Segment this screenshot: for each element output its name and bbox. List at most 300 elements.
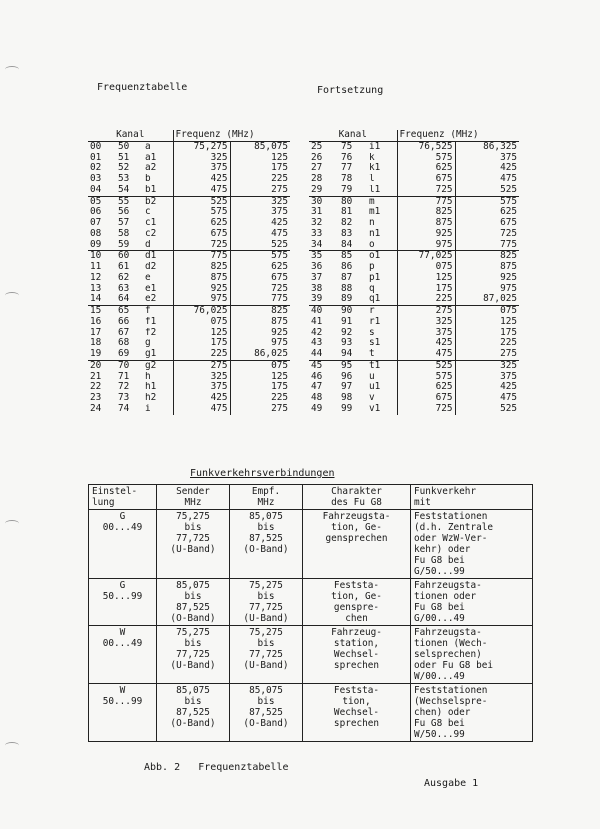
frequenz-u-cell: 675 [397,393,455,404]
frequenz-u-cell: 075 [397,262,455,273]
table-row [88,251,290,262]
kanal-code-cell: l [367,174,397,185]
kanal-a-cell: 31 [311,207,323,218]
frequenz-u-cell: 675 [397,174,455,185]
table-row [309,360,519,371]
frequenz-u-cell: 925 [397,229,455,240]
kanal-a-cell: 21 [90,371,102,382]
kanal-code-cell: e [143,273,173,284]
frequenz-o-cell: 475 [271,228,289,239]
frequenz-o-cell: 175 [271,163,289,174]
empfaenger-cell: 75,275 bis 77,725 (U-Band) [230,579,303,626]
table-row [309,273,519,284]
kanal-b-cell: 64 [116,294,143,305]
table-row [88,284,290,295]
kanal-code-cell: r1 [367,317,397,328]
frequenz-header: Frequenz (MHz) [397,130,519,141]
kanal-a-cell: 40 [311,305,323,317]
frequenz-u-cell: 77,025 [397,251,455,262]
frequency-table-left [88,130,290,415]
kanal-a-cell: 47 [311,382,323,393]
kanal-b-cell: 73 [118,393,130,404]
frequenz-o-cell: 075 [271,360,289,371]
funkverkehr-header-row [89,485,533,510]
kanal-b-cell: 75 [341,141,353,152]
header-funkverkehr: Funkverkehr mit [411,485,533,510]
frequenz-o-cell: 825 [500,250,518,262]
kanal-a-cell: 14 [88,294,116,305]
frequenz-o-cell: 275 [455,349,519,360]
table-row [89,579,533,626]
frequenz-o-cell: 425 [271,218,289,229]
frequenz-o-cell: 725 [500,228,518,239]
kanal-b-cell: 52 [118,163,130,174]
kanal-code-cell: t1 [367,360,397,371]
table-row [309,284,519,295]
kanal-code-cell: e1 [143,284,173,295]
kanal-a-cell: 00 [90,141,102,152]
frequenz-u-cell: 175 [397,284,455,295]
table-row [88,218,290,229]
kanal-a-cell: 04 [88,185,116,196]
frequenz-u-cell: 725 [173,240,230,251]
frequenz-o-cell: 575 [500,196,518,207]
kanal-b-cell: 56 [118,207,130,218]
kanal-code-cell: f [143,306,173,317]
header-empf: Empf. MHz [230,485,303,510]
frequenz-o-cell: 825 [271,305,289,317]
frequenz-u-cell: 825 [397,207,455,218]
einstellung-cell: G 00...49 [89,510,157,579]
kanal-code-cell: i1 [367,141,397,152]
sender-cell: 85,075 bis 87,525 (O-Band) [157,579,230,626]
table-row [309,306,519,317]
table-row [88,338,290,349]
table-row [88,349,290,360]
charakter-cell: Fahrzeug- station, Wechsel- sprechen [303,626,411,684]
frequenz-o-cell: 675 [500,218,518,229]
kanal-code-cell: l1 [367,185,397,196]
kanal-a-cell: 08 [90,228,102,239]
kanal-a-cell: 15 [90,305,102,317]
frequenz-o-cell: 325 [271,196,289,207]
table-row [309,229,519,240]
table-row [309,207,519,218]
table-row [309,262,519,273]
kanal-b-cell: 86 [341,262,353,273]
header-charakter: Charakter des Fu G8 [303,485,411,510]
frequenz-o-cell: 525 [230,240,290,251]
kanal-a-cell: 13 [90,283,102,294]
kanal-b-cell: 71 [118,371,130,382]
frequenz-o-cell: 375 [500,371,518,382]
kanal-code-cell: a1 [143,153,173,164]
empfaenger-cell: 85,075 bis 87,525 (O-Band) [230,684,303,742]
frequenz-o-cell: 425 [500,382,518,393]
frequenz-u-cell: 475 [397,349,455,360]
kanal-b-cell: 50 [118,141,130,152]
kanal-code-cell: s [367,328,397,339]
frequenz-u-cell: 625 [397,163,455,174]
kanal-code-cell: a2 [143,163,173,174]
frequenz-u-cell: 875 [397,218,455,229]
punch-hole-mark [5,742,19,749]
table-row [88,174,290,185]
kanal-code-cell: b [143,174,173,185]
kanal-code-cell: t [367,349,397,360]
kanal-code-cell: d1 [143,251,173,262]
kanal-a-cell: 05 [90,196,102,207]
kanal-b-cell: 87 [341,272,353,283]
frequenz-u-cell: 575 [397,153,455,164]
kanal-b-cell: 76 [341,152,353,163]
kanal-code-cell: k [367,153,397,164]
frequenz-o-cell: 525 [500,403,518,414]
empfaenger-cell: 85,075 bis 87,525 (O-Band) [230,510,303,579]
title-frequenztabelle: Frequenztabelle [97,82,188,93]
kanal-b-cell: 83 [341,228,353,239]
frequenz-u-cell: 76,025 [173,306,230,317]
kanal-code-cell: m1 [367,207,397,218]
frequenz-u-cell: 76,525 [397,141,455,152]
kanal-b-cell: 79 [339,185,367,196]
caption-abb: Abb. 2 [144,762,181,773]
frequenz-o-cell: 475 [500,174,518,185]
kanal-b-cell: 82 [341,218,353,229]
frequenz-u-cell: 725 [397,404,455,415]
frequenz-o-cell: 075 [500,305,518,317]
kanal-header: Kanal [88,130,173,141]
table-row [88,229,290,240]
frequenz-o-cell: 87,025 [455,294,519,305]
kanal-a-cell: 19 [88,349,116,360]
table-row [309,163,519,174]
table-row [309,174,519,185]
kanal-b-cell: 90 [341,305,353,317]
frequenz-o-cell: 125 [500,316,518,327]
kanal-a-cell: 24 [90,403,102,414]
kanal-a-cell: 03 [90,174,102,185]
kanal-a-cell: 38 [311,283,323,294]
frequenz-u-cell: 575 [173,207,230,218]
kanal-b-cell: 62 [118,272,130,283]
frequenz-u-cell: 425 [173,174,230,185]
frequenz-o-cell: 675 [271,272,289,283]
frequenz-u-cell: 475 [173,185,230,196]
frequenz-u-cell: 425 [173,393,230,404]
table-row [309,393,519,404]
kanal-a-cell: 11 [90,262,102,273]
kanal-code-cell: g [143,338,173,349]
kanal-code-cell: u [367,372,397,383]
kanal-code-cell: o1 [367,251,397,262]
kanal-code-cell: q1 [367,294,397,305]
frequenz-u-cell: 725 [397,185,455,196]
frequenz-u-cell: 525 [397,360,455,371]
kanal-b-cell: 70 [118,360,130,371]
funkverkehr-table [88,484,533,742]
punch-hole-mark [5,66,19,73]
frequenz-o-cell: 625 [500,207,518,218]
kanal-a-cell: 34 [309,240,339,251]
table-row [88,262,290,273]
kanal-a-cell: 16 [90,316,102,327]
frequenz-o-cell: 575 [271,250,289,262]
kanal-b-cell: 95 [341,360,353,371]
frequency-table-right [309,130,519,415]
frequenz-o-cell: 625 [271,262,289,273]
kanal-b-cell: 94 [339,349,367,360]
kanal-b-cell: 72 [118,382,130,393]
frequenz-u-cell: 625 [173,218,230,229]
frequenz-u-cell: 675 [173,229,230,240]
frequenz-u-cell: 375 [173,163,230,174]
kanal-b-cell: 91 [341,316,353,327]
frequenz-o-cell: 86,325 [483,141,518,152]
frequenz-o-cell: 925 [500,272,518,283]
kanal-b-cell: 96 [341,371,353,382]
kanal-a-cell: 33 [311,228,323,239]
kanal-code-cell: s1 [367,338,397,349]
frequenz-o-cell: 775 [230,294,290,305]
table-row [309,317,519,328]
kanal-code-cell: a [143,141,173,152]
frequenz-u-cell: 75,275 [173,141,230,152]
frequenz-u-cell: 975 [397,240,455,251]
kanal-a-cell: 17 [90,327,102,338]
frequenz-u-cell: 875 [173,273,230,284]
table-row [88,294,290,305]
frequenz-u-cell: 625 [397,382,455,393]
frequenz-u-cell: 225 [397,294,455,305]
kanal-a-cell: 01 [90,152,102,163]
kanal-code-cell: g2 [143,360,173,371]
frequenz-o-cell: 475 [500,393,518,404]
kanal-code-cell: h2 [143,393,173,404]
table-row [309,338,519,349]
kanal-code-cell: n [367,218,397,229]
table-row [89,510,533,579]
frequenz-u-cell: 925 [173,284,230,295]
kanal-a-cell: 10 [90,250,102,262]
kanal-a-cell: 23 [90,393,102,404]
table-row [88,404,290,415]
kanal-a-cell: 42 [311,327,323,338]
kanal-b-cell: 69 [116,349,143,360]
frequenz-o-cell: 275 [271,403,289,414]
frequenz-u-cell: 125 [173,328,230,339]
kanal-a-cell: 37 [311,272,323,283]
kanal-b-cell: 77 [341,163,353,174]
kanal-a-cell: 35 [311,250,323,262]
frequenz-u-cell: 475 [173,404,230,415]
table-row [88,328,290,339]
frequenz-o-cell: 875 [271,316,289,327]
frequenz-u-cell: 775 [173,251,230,262]
kanal-b-cell: 99 [341,403,353,414]
frequenz-u-cell: 375 [173,382,230,393]
kanal-b-cell: 98 [341,393,353,404]
frequenz-u-cell: 825 [173,262,230,273]
kanal-code-cell: h [143,372,173,383]
kanal-b-cell: 89 [339,294,367,305]
kanal-b-cell: 92 [341,327,353,338]
funkverkehr-cell: Feststationen (Wechselspre- chen) oder Fu G8 bei W/50...99 [411,684,533,742]
table-row [309,141,519,152]
frequenz-o-cell: 175 [271,382,289,393]
kanal-a-cell: 12 [90,272,102,283]
table-row [309,251,519,262]
table-row [88,153,290,164]
frequenz-u-cell: 975 [173,294,230,305]
frequenz-o-cell: 975 [500,283,518,294]
caption-text: Frequenztabelle [198,762,289,773]
table-row [88,306,290,317]
kanal-a-cell: 39 [309,294,339,305]
kanal-b-cell: 97 [341,382,353,393]
table-row [88,240,290,251]
kanal-b-cell: 80 [341,196,353,207]
kanal-code-cell: h1 [143,382,173,393]
kanal-code-cell: d2 [143,262,173,273]
frequenz-o-cell: 125 [271,371,289,382]
kanal-b-cell: 78 [341,174,353,185]
table-row [88,317,290,328]
frequenz-o-cell: 375 [271,207,289,218]
frequenz-u-cell: 275 [173,360,230,371]
punch-hole-mark [5,292,19,299]
frequenz-header: Frequenz (MHz) [173,130,290,141]
kanal-a-cell: 27 [311,163,323,174]
kanal-code-cell: i [143,404,173,415]
frequenz-o-cell: 425 [500,163,518,174]
kanal-a-cell: 49 [311,403,323,414]
kanal-b-cell: 54 [116,185,143,196]
table-row [88,372,290,383]
kanal-b-cell: 68 [118,338,130,349]
kanal-code-cell: p1 [367,273,397,284]
kanal-a-cell: 06 [90,207,102,218]
sender-cell: 85,075 bis 87,525 (O-Band) [157,684,230,742]
frequenz-u-cell: 125 [397,273,455,284]
kanal-b-cell: 63 [118,283,130,294]
frequenz-o-cell: 225 [500,338,518,349]
table-row [88,360,290,371]
frequenz-o-cell: 925 [271,327,289,338]
kanal-a-cell: 43 [311,338,323,349]
frequenz-u-cell: 375 [397,328,455,339]
charakter-cell: Feststa- tion, Wechsel- sprechen [303,684,411,742]
kanal-b-cell: 74 [118,403,130,414]
frequenz-u-cell: 275 [397,306,455,317]
kanal-code-cell: c2 [143,229,173,240]
einstellung-cell: G 50...99 [89,579,157,626]
kanal-code-cell: o [367,240,397,251]
frequenz-o-cell: 325 [500,360,518,371]
frequenz-u-cell: 175 [173,338,230,349]
table-row [88,141,290,152]
kanal-b-cell: 84 [339,240,367,251]
frequenz-o-cell: 875 [500,262,518,273]
funkverkehr-cell: Feststationen (d.h. Zentrale oder WzW-Ver- kehr) oder Fu G8 bei G/50...99 [411,510,533,579]
kanal-a-cell: 44 [309,349,339,360]
kanal-a-cell: 20 [90,360,102,371]
kanal-b-cell: 85 [341,250,353,262]
kanal-b-cell: 51 [118,152,130,163]
kanal-a-cell: 45 [311,360,323,371]
frequenz-u-cell: 325 [173,372,230,383]
kanal-code-cell: e2 [143,294,173,305]
einstellung-cell: W 50...99 [89,684,157,742]
kanal-a-cell: 02 [90,163,102,174]
kanal-b-cell: 66 [118,316,130,327]
kanal-a-cell: 32 [311,218,323,229]
table-row [309,372,519,383]
ausgabe-label: Ausgabe 1 [424,778,479,789]
kanal-b-cell: 55 [118,196,130,207]
kanal-code-cell: c [143,207,173,218]
kanal-a-cell: 48 [311,393,323,404]
kanal-code-cell: r [367,306,397,317]
table-row [309,382,519,393]
frequenz-o-cell: 725 [271,283,289,294]
kanal-code-cell: g1 [143,349,173,360]
kanal-code-cell: p [367,262,397,273]
kanal-b-cell: 93 [341,338,353,349]
frequenz-o-cell: 775 [455,240,519,251]
kanal-a-cell: 22 [90,382,102,393]
kanal-code-cell: f2 [143,328,173,339]
kanal-b-cell: 67 [118,327,130,338]
frequenz-u-cell: 525 [173,196,230,207]
kanal-b-cell: 57 [118,218,130,229]
frequenz-u-cell: 775 [397,196,455,207]
kanal-b-cell: 59 [116,240,143,251]
kanal-a-cell: 18 [90,338,102,349]
frequenz-o-cell: 975 [271,338,289,349]
table-row [309,185,519,196]
punch-hole-mark [5,520,19,527]
frequenz-u-cell: 575 [397,372,455,383]
kanal-code-cell: d [143,240,173,251]
table-row [89,626,533,684]
frequenz-o-cell: 275 [230,185,290,196]
sender-cell: 75,275 bis 77,725 (U-Band) [157,510,230,579]
kanal-b-cell: 53 [118,174,130,185]
kanal-code-cell: b2 [143,196,173,207]
kanal-a-cell: 28 [311,174,323,185]
kanal-a-cell: 09 [88,240,116,251]
kanal-b-cell: 88 [341,283,353,294]
frequenz-o-cell: 175 [500,327,518,338]
kanal-a-cell: 36 [311,262,323,273]
kanal-a-cell: 25 [311,141,323,152]
funkverkehr-cell: Fahrzeugsta- tionen oder Fu G8 bei G/00...49 [411,579,533,626]
table-row [88,185,290,196]
table-row [309,153,519,164]
kanal-code-cell: b1 [143,185,173,196]
title-funkverkehrsverbindungen: Funkverkehrsverbindungen [190,468,335,479]
table-row [88,382,290,393]
caption [144,762,289,773]
kanal-a-cell: 46 [311,371,323,382]
frequenz-o-cell: 125 [271,152,289,163]
charakter-cell: Feststa- tion, Ge- genspre- chen [303,579,411,626]
table-row [89,684,533,742]
table-row [309,218,519,229]
charakter-cell: Fahrzeugsta- tion, Ge- gensprechen [303,510,411,579]
kanal-a-cell: 41 [311,316,323,327]
